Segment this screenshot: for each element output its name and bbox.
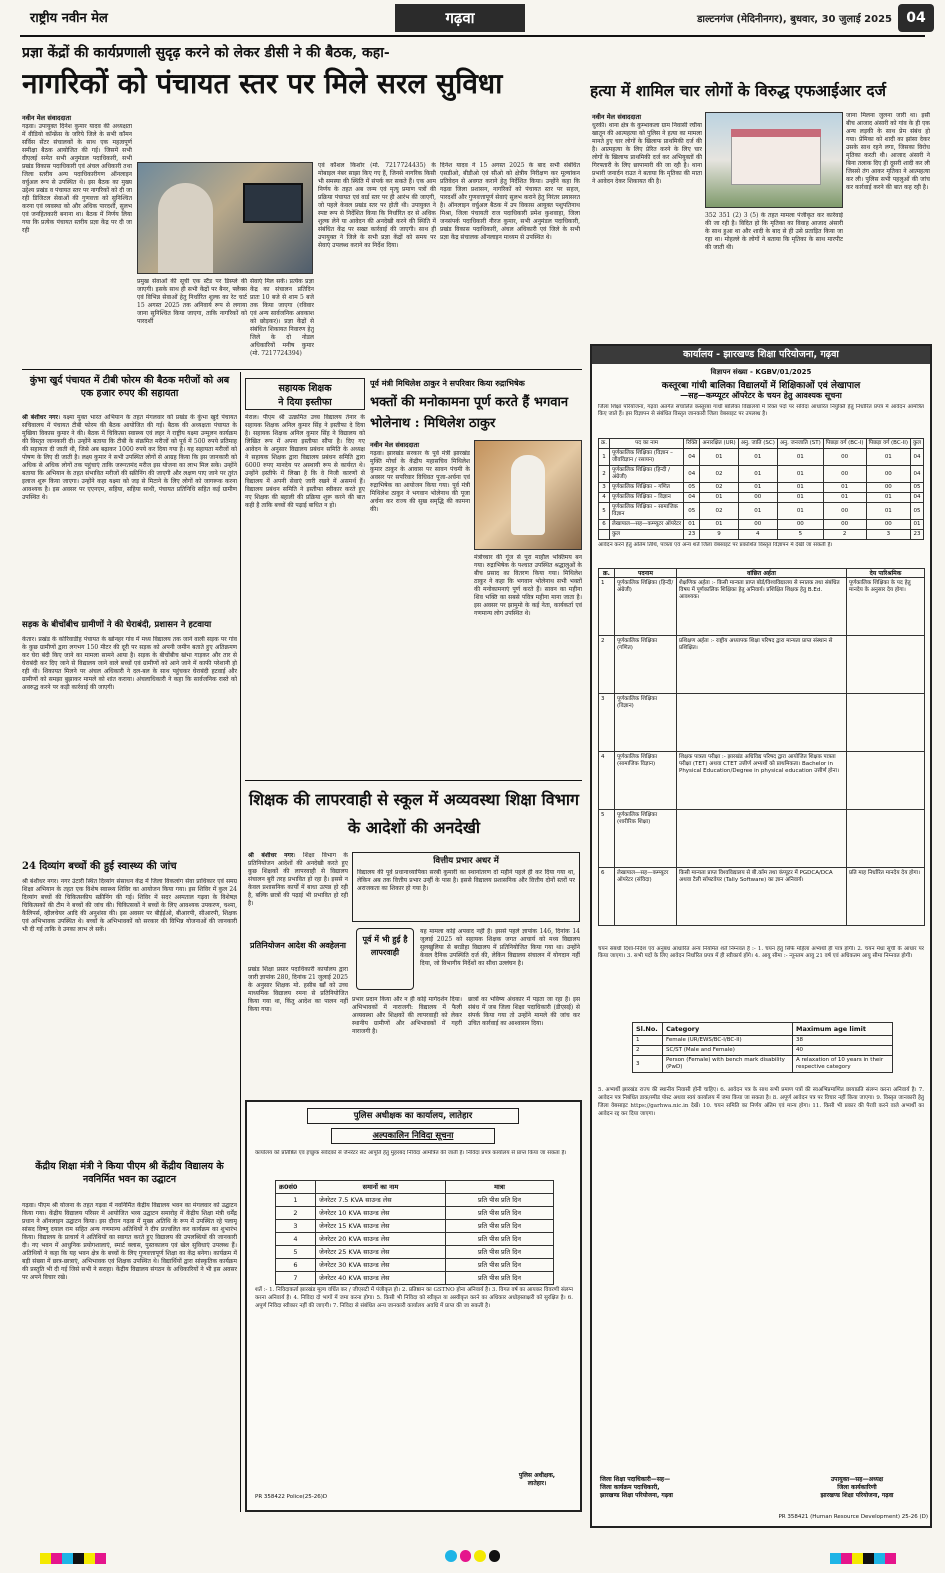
- vacancy-cell: 01: [738, 466, 777, 483]
- page-number: 04: [898, 4, 934, 32]
- police-qty-cell: प्रति पीस प्रति दिन: [446, 1233, 554, 1246]
- kgbv-qualification-table: [598, 568, 925, 926]
- tb-byline: श्री बंशीधर नगर: [22, 414, 58, 421]
- vacancy-header-cell: अनु. जाति (SC): [738, 439, 777, 449]
- vacancy-header-cell: रिक्ति: [684, 439, 700, 449]
- vacancy-header-cell: पिछड़ा वर्ग (BC-II): [866, 439, 910, 449]
- qualification-cell: किसी मान्यता प्राप्त विश्वविद्यालय से बी.कॉम तथा कंप्यूटर में PGDCA/DCA अथवा टैली सॉफ्टवेयर (Tally Software) का ज्ञान अनिवार्य।: [677, 868, 847, 926]
- qualification-cell: प्रशिक्षण अर्हता :- राष्ट्रीय अध्यापक शिक्षा परिषद द्वारा मान्यता प्राप्त संस्थान से प्रशिक्षित।: [677, 636, 847, 694]
- police-sn-cell: 2: [276, 1207, 316, 1220]
- vacancy-cell: 01: [684, 520, 700, 530]
- vacancy-header-cell: पद का नाम: [609, 439, 683, 449]
- vacancy-cell: 04: [684, 493, 700, 503]
- vacancy-row: [599, 520, 924, 530]
- police-pr: PR 358422 Police(25-26)D: [255, 1494, 328, 1500]
- police-item-cell: जेनरेटर 25 KVA साउन्ड लेस: [316, 1246, 446, 1259]
- vacancy-cell: 05: [684, 483, 700, 493]
- qualification-cell: पूर्णकालिक शिक्षिका (शारीरिक शिक्षा): [615, 810, 677, 868]
- bhakti-headline: भक्तों की मनोकामना पूर्ण करते हैं भगवान भोलेनाथ : मिथिलेश ठाकुर: [370, 395, 569, 431]
- police-item-cell: जेनरेटर 40 KVA साउन्ड लेस: [316, 1272, 446, 1285]
- police-sn-cell: 1: [276, 1194, 316, 1207]
- age-cell: SC/ST (Male and Female): [663, 1046, 793, 1056]
- kgbv-intro: जिला शिक्षा परियोजना, गढ़वा अंतर्गत संचालित कस्तूरबा गांधी बालिका विद्यालयों में रिक्त पदों पर संविदा आधारित नियुक्ति हेतु निर्धारित प्रपत्र में आवेदन आमंत्रित किए जाते हैं। इस विज्ञापन से संबंधित विस्तृत जानकारी जिला वेबसाइट पर उपलब्ध है।: [598, 404, 924, 417]
- vacancy-cell: 04: [911, 449, 924, 466]
- vacancy-cell: 01: [866, 449, 910, 466]
- vacancy-cell: 3: [866, 530, 910, 540]
- vacancy-header-cell: पिछड़ा वर्ग (BC-I): [823, 439, 866, 449]
- tb-text: । यक्ष्मा मुक्त भारत अभियान के तहत मंगलवार को प्रखंड के कुंभा खुर्द पंचायत सचिवालय में पंचायत टीबी फोरम की बैठक आयोजित की गई। बैठक की अध्यक्षता पंचायत के मुखिया विकास कुमार ने की। बैठक में चिकित्सा स्वास्थ्य एवं लहर ने राष्ट्रीय यक्ष्मा उन्मूलन कार्यक्रम की विस्तृत जानकारी दी। उन्होंने बताया कि टीबी के संक्रमित मरीजों को पूर्व में 500 रुपये प्रतिमाह की सहायता दी जाती थी, जिसे अब बढ़ाकर 1000 रुपये कर दिया गया है। यह सहायता मरीजों को पोषण के लिए दी जाती है। लक्ष्य कुमार ने सभी उपस्थित लोगों से आग्रह किया कि इस जानकारी को अधिक से अधिक लोगों तक पहुंचाएं ताकि जरूरतमंद मरीज इस योजना का लाभ मिल सके। उन्होंने बताया कि अभियान के तहत संभावित मरीजों की स्क्रीनिंग की जाएगी और लक्षण पाए जाने पर तुरंत इलाज शुरू किया जाएगा। उन्होंने कहा यक्ष्मा को जड़ से मिटाने के लिए लोगों को जागरूक करना आवश्यक है। इस अवसर पर एएनएम, सहिया, सहिया साथी, पंचायत प्रतिनिधि सहित कई ग्रामीण उपस्थित थे।: [22, 414, 237, 501]
- vacancy-header-cell: अनारक्षित (UR): [700, 439, 738, 449]
- section-tab: [395, 4, 525, 32]
- section-name: गढ़वा: [445, 9, 475, 27]
- vacancy-cell: 00: [738, 493, 777, 503]
- vacancy-cell: 00: [866, 466, 910, 483]
- police-tender: [245, 1100, 582, 1512]
- vacancy-cell: 04: [684, 466, 700, 483]
- vacancy-cell: 23: [911, 530, 924, 540]
- left-col-divider: [240, 372, 241, 1512]
- paper-logo: [30, 8, 160, 28]
- vacancy-cell: 01: [700, 449, 738, 466]
- qualification-cell: 2: [599, 636, 615, 694]
- police-row: [276, 1194, 554, 1207]
- lead-body-col3: सेवाएं मिल सकें। प्रत्येक प्रज्ञा केंद्र का संचालन प्रतिदिन प्रातः 10 बजे से शाम 5 बजे तक किया जाएगा (रविवार एवं अन्य सार्वजनिक अवकाश को छोड़कर)। प्रज्ञा केंद्रों से संबंधित शिकायत निवारण हेतु जिले के दो नोडल अधिकारियों मनीष कुमार (मो. 7217724394): [250, 278, 314, 357]
- vacancy-row: [599, 466, 924, 483]
- vacancy-cell: 00: [823, 466, 866, 483]
- qualification-row: [599, 810, 925, 868]
- qualification-row: [599, 752, 925, 810]
- vacancy-cell: 01: [777, 449, 823, 466]
- qualification-cell: पूर्णकालिक शिक्षिका (गणित): [615, 636, 677, 694]
- lead-kicker: प्रज्ञा केंद्रों की कार्यप्रणाली सुदृढ़ करने को लेकर डीसी ने की बैठक, कहा-: [22, 45, 390, 61]
- teacher-kicker: सहायक शिक्षक: [278, 383, 332, 394]
- bhakti-kicker: पूर्व मंत्री मिथिलेश ठाकुर ने सपरिवार किया रुद्राभिषेक: [370, 378, 525, 388]
- kgbv-subtitle: —सह—कम्प्यूटर ऑपरेटर के चयन हेतु आवश्यक सूचना: [680, 390, 842, 400]
- age-row: [633, 1056, 893, 1073]
- vacancy-cell: 00: [777, 520, 823, 530]
- school-sub: प्रतिनियोजन आदेश की अवहेलना: [250, 940, 346, 950]
- qualification-cell: शैक्षणिक अर्हता :- किसी मान्यता प्राप्त बोर्ड/विश्वविद्यालय से स्नातक तथा संबंधित विषय में पूर्णकालिक शिक्षिका हेतु अनिवार्य। प्रशिक्षित शिक्षक हेतु B.Ed. आवश्यक।: [677, 578, 847, 636]
- divyang-headline: 24 दिव्यांग बच्चों की हुई स्वास्थ्य की जांच: [22, 861, 177, 872]
- vacancy-cell: 01: [911, 520, 924, 530]
- vacancy-cell: 3: [599, 483, 610, 493]
- age-cell: A relaxation of 10 years in their respective category: [793, 1056, 893, 1073]
- lead-body-col1: गढ़वा। उपायुक्त दिनेश कुमार यादव की अध्यक्षता में वीडियो कॉन्फ्रेंस के जरिये जिले के सभी कॉमन सर्विस सेंटर संचालकों के साथ एक महत्वपूर्ण समीक्षा बैठक आयोजित की गई। जिसमें सभी वीएलई समेत सभी अनुमंडल पदाधिकारी, सभी प्रखंड विकास पदाधिकारी एवं अंचल अधिकारी तथा जिला स्तरीय अन्य पदाधिकारीगण ऑनलाइन वर्चुअल रूप से उपस्थित थे। इस बैठक का मुख्य उद्देश्य प्रखंड व पंचायत स्तर पर नागरिकों को दी जा रही डिजिटल सेवाओं की गुणवत्ता को सुनिश्चित करना एवं व्यवस्था को और अधिक पारदर्शी, सुलभ एवं जनहितकारी बनाना था। बैठक में निर्णय लिया गया कि प्रत्येक पंचायत स्तरीय प्रज्ञा केंद्र पर दी जा रही: [22, 123, 132, 234]
- person-shape: [158, 183, 213, 273]
- police-qty-cell: प्रति पीस प्रति दिन: [446, 1259, 554, 1272]
- prev-label: पूर्व में भी हुई है लापरवाही: [362, 934, 408, 957]
- prev-body: यह मामला कोई अपवाद नहीं है। इससे पहले ज्ञापांक 146, दिनांक 14 जुलाई 2025 को सहायक शिक्षक जगत आचार्य को मध्य विद्यालय सुलखुलिया से बरडीहा विद्यालय में प्रतिनियोजित किया गया था। उन्होंने केवल दैनिक उपस्थिति दर्ज की, लेकिन विद्यालय संचालन में योगदान नहीं दिया, जो विभागीय निर्देशों का सीधा उल्लंघन है।: [420, 928, 580, 967]
- police-sn-cell: 6: [276, 1259, 316, 1272]
- kgbv-vacancy-table: [598, 438, 924, 540]
- teacher-headline: ने दिया इस्तीफा: [278, 397, 332, 408]
- school-byline: श्री बंशीधर नगर: [248, 852, 294, 859]
- mid-divider: [245, 780, 582, 781]
- qualification-cell: [847, 694, 925, 752]
- age-cell: Female (UR/EWS/BC-I/BC-II): [663, 1036, 793, 1046]
- bhakti-body-1: गढ़वा। झारखंड सरकार के पूर्व मंत्री झारखंड मुक्ति मोर्चा के केंद्रीय महासचिव मिथिलेश कुमार ठाकुर के आवास पर सावन पंचमी के अवसर पर सपरिवार विधिवत पूजा-अर्चना एवं रुद्राभिषेक का आयोजन किया गया। पूर्व मंत्री मिथिलेश ठाकुर ने भगवान भोलेनाथ की पूजा अर्चना कर राज्य की सुख समृद्धि की कामना की।: [370, 450, 470, 513]
- vacancy-header-cell: अनु. जनजाति (ST): [777, 439, 823, 449]
- police-item-cell: जेनरेटर 30 KVA साउन्ड लेस: [316, 1259, 446, 1272]
- police-col-item: समानों का नाम: [316, 1181, 446, 1194]
- lead-headline: नागरिकों को पंचायत स्तर पर मिले सरल सुविधा: [22, 67, 503, 100]
- police-table: [275, 1180, 554, 1285]
- fir-byline: नवीन मेल संवाददाता: [592, 113, 641, 121]
- teacher-body: मेराल। पीएम श्री उत्क्रमित उच्च विद्यालय तेनार के सहायक शिक्षक अनिल कुमार सिंह ने इस्तीफा दे दिया है। सहायक शिक्षक अनिल कुमार सिंह ने विद्यालय को लिखित रूप में अपना इस्तीफा सौंपा है। दिए गए आवेदन के अनुसार विद्यालय प्रबंधन समिति के अध्यक्ष ने सहायक शिक्षक द्वारा विद्यालय प्रबंधन समिति द्वारा 6000 रुपए मानदेय पर अस्थायी रूप से कार्यरत थे। उन्होंने इस्तीफे में लिखा है कि वे निजी कारणों से विद्यालय में अपनी सेवाएं जारी रखने में असमर्थ हैं। विद्यालय प्रबंधन समिति ने इस्तीफा स्वीकार करते हुए नए शिक्षक की बहाली की प्रक्रिया शुरू करने की बात कही है ताकि बच्चों की पढ़ाई बाधित न हो।: [245, 414, 365, 509]
- kgbv-sign-right: उपायुक्त—सह—अध्यक्ष जिला कार्यकारिणी झारखण्ड शिक्षा परियोजना, गढ़वा: [820, 1476, 894, 1499]
- police-row: [276, 1272, 554, 1285]
- vacancy-cell: 01: [866, 493, 910, 503]
- vacancy-header-cell: कुल: [911, 439, 924, 449]
- qualification-cell: [847, 810, 925, 868]
- vacancy-cell: 00: [738, 520, 777, 530]
- vacancy-cell: 02: [700, 503, 738, 520]
- vacancy-cell: 4: [599, 493, 610, 503]
- age-row: [633, 1046, 893, 1056]
- school-body-3: प्रभार प्रदान किया और न ही कोई मार्गदर्शन दिया। अभिभावकों में नाराजगी: विद्यालय में फैली अव्यवस्था और शिक्षकों की लापरवाही को लेकर स्थानीय ग्रामीणों और अभिभावकों में गहरी नाराजगी है।: [352, 996, 462, 1035]
- police-title: अल्पकालिन निविदा सूचना: [331, 1128, 495, 1144]
- police-sn-cell: 5: [276, 1246, 316, 1259]
- tb-headline: कुंभा खुर्द पंचायत में टीबी फोरम की बैठक मरीजों को अब एक हजार रुपए की सहायता: [29, 375, 230, 399]
- age-row: [633, 1036, 893, 1046]
- vacancy-cell: 5: [599, 503, 610, 520]
- vacancy-cell: 23: [684, 530, 700, 540]
- qualification-cell: 6: [599, 868, 615, 926]
- qualification-cell: [847, 752, 925, 810]
- vacancy-cell: 05: [684, 503, 700, 520]
- police-col-qty: मात्रा: [446, 1181, 554, 1194]
- qualification-cell: 5: [599, 810, 615, 868]
- kgbv-note: आवेदन करने हेतु अंतिम तिथि, पात्रता एवं अन्य शर्तें जिला वेबसाइट पर प्रकाशित विस्तृत विज्ञापन में देखी जा सकती हैं।: [598, 542, 833, 548]
- color-bar-left: [40, 1553, 106, 1564]
- vacancy-cell: 5: [777, 530, 823, 540]
- vacancy-cell: 00: [823, 520, 866, 530]
- vacancy-cell: पूर्णकालिक शिक्षिका – विज्ञान: [609, 493, 683, 503]
- qualification-header-cell: वांछित अर्हता: [677, 569, 847, 578]
- police-item-cell: जेनरेटर 20 KVA साउन्ड लेस: [316, 1233, 446, 1246]
- qualification-cell: [847, 636, 925, 694]
- lead-body-col5: दिनेश यादव ने 15 अगस्त 2025 के बाद सभी संबंधित एसडीओ, बीडीओ एवं सीओ को क्षेत्रीय निरीक्षण कर मूल्यांकन प्रतिवेदन से अवगत कराने हेतु निर्देशित किया। उन्होंने कहा कि गढ़वा जिला प्रशासन, नागरिकों को पंचायत स्तर पर सहज, पारदर्शी और गुणवत्तापूर्ण सेवाएं सुलभ कराने हेतु निरंतर प्रयासरत है। ऑनलाइन वर्चुअल बैठक में उप विकास आयुक्त पशुपतिनाथ मिश्रा, जिला पंचायती राज पदाधिकारी प्रमेश कुशवाहा, जिला जनसंपर्क पदाधिकारी नीरज कुमार, सभी अनुमंडल पदाधिकारी, प्रखंड विकास पदाधिकारी, अंचल अधिकारी एवं जिले के सभी प्रज्ञा केंद्र संचालक ऑनलाइन माध्यम से उपस्थित थे।: [440, 162, 580, 241]
- vacancy-cell: 02: [700, 466, 738, 483]
- police-sn-cell: 7: [276, 1272, 316, 1285]
- teacher-box: [245, 378, 365, 410]
- vacancy-cell: 04: [911, 493, 924, 503]
- vacancy-header-cell: क्र.: [599, 439, 610, 449]
- police-row: [276, 1220, 554, 1233]
- qualification-cell: पूर्णकालिक शिक्षिका के पद हेतु मानदेय के अनुसार देय होगा।: [847, 578, 925, 636]
- qualification-cell: पूर्णकालिक शिक्षिका (हिन्दी/अंग्रेजी): [615, 578, 677, 636]
- lead-body-col2: प्रमुख सेवाओं की सूची एक स्टैंड पर डिस्प्ले की जाएगी। इसके साथ ही सभी केंद्रों पर बैनर, फ्लैक्स एवं विभिन्न सेवाओं हेतु निर्धारित शुल्क का रेट चार्ट 15 अगस्त 2025 तक अनिवार्य रूप से लगाया जाना सुनिश्चित किया जाएगा, ताकि नागरिकों को पारदर्शी: [137, 278, 247, 325]
- police-intro: कार्यालय को प्रतिष्ठित एवं इच्छुक संवेदकों से जेनरेटर सेट आपूर्ति हेतु मुहरबंद निविदा आमंत्रित की जाती है। निविदा प्रपत्र कार्यालय से प्राप्त किया जा सकता है।: [255, 1150, 567, 1156]
- vacancy-cell: 04: [684, 449, 700, 466]
- age-cell: 1: [633, 1036, 663, 1046]
- qualification-cell: 4: [599, 752, 615, 810]
- vacancy-cell: 00: [866, 520, 910, 530]
- police-row: [276, 1259, 554, 1272]
- color-bar-right: [830, 1553, 896, 1564]
- finance-title: वित्तीय प्रभार अधर में: [433, 856, 499, 866]
- age-cell: 3: [633, 1056, 663, 1073]
- qualification-cell: 1: [599, 578, 615, 636]
- vacancy-cell: 04: [911, 466, 924, 483]
- lead-divider: [22, 369, 582, 370]
- vacancy-cell: 01: [700, 493, 738, 503]
- vacancy-cell: 2: [823, 530, 866, 540]
- age-cell: 2: [633, 1046, 663, 1056]
- police-office: पुलिस अधीक्षक का कार्यालय, लातेहार: [307, 1108, 519, 1124]
- vacancy-row: [599, 530, 924, 540]
- vacancy-cell: 00: [823, 503, 866, 520]
- vacancy-cell: 01: [738, 449, 777, 466]
- finance-box: [352, 852, 580, 922]
- vacancy-cell: पूर्णकालिक शिक्षिका (विज्ञान – जीवविज्ञान / रसायन): [609, 449, 683, 466]
- vacancy-cell: पूर्णकालिक शिक्षिका – गणित: [609, 483, 683, 493]
- finance-body: विद्यालय की पूर्व प्रधानाध्यापिका सरबी कुमारी का स्थानांतरण दो महीने पहले ही कर दिया गया था, लेकिन अब तक वित्तीय प्रभार उन्हीं के पास है। इससे विद्यालय प्रशासनिक और वित्तीय दोनों स्तरों पर अराजकता का शिकार हो गया है।: [357, 869, 575, 892]
- vacancy-cell: 01: [866, 503, 910, 520]
- qualification-cell: 3: [599, 694, 615, 752]
- vacancy-cell: 01: [777, 503, 823, 520]
- age-cell: 38: [793, 1036, 893, 1046]
- vacancy-cell: 01: [700, 520, 738, 530]
- qualification-row: [599, 636, 925, 694]
- qualification-row: [599, 694, 925, 752]
- fir-body-3: जाना मिलना जुलना जारी था। इसी बीच आजाद अंसारी को गांव के ही एक अन्य लड़की के साथ प्रेम संबंध हो गया। प्रेमिका को शादी का झांसा देकर उसके साथ रहने लगा, जिसका विरोध मृतिका करती थी। आजाद अंसारी ने बिना तलाक दिए ही दूसरी शादी कर ली जिससे तंग आकर मृतिका ने आत्महत्या कर ली। पुलिस सभी पहलुओं की जांच कर कार्रवाई करने की बात कह रही है।: [846, 112, 930, 191]
- masthead: [0, 0, 945, 36]
- road-headline: सड़क के बीचोंबीच ग्रामीणों ने की घेराबंदी, प्रशासन ने हटवाया: [22, 620, 212, 630]
- vacancy-row: [599, 483, 924, 493]
- vacancy-cell: 9: [700, 530, 738, 540]
- lead-body-col4: एवं कौशल किशोर (मो. 7217724435) के मोबाइल नंबर साझा किए गए हैं, जिनसे नागरिक किसी भी समस्या की स्थिति में संपर्क कर सकते हैं। एक आम निर्णय के तहत अब जन्म एवं मृत्यु प्रमाण पत्रों की प्रक्रिया पंचायत एवं वार्ड स्तर पर ही आरंभ की जाएगी, जो पहले केवल प्रखंड स्तर पर होती थी। उपायुक्त ने स्पष्ट रूप से निर्देशित किया कि निर्धारित दर से अधिक शुल्क लेने या आवेदन की अनदेखी करने की स्थिति में संबंधित केंद्र पर सख्त कार्रवाई की जाएगी। साथ ही उपायुक्त ने जिले के सभी प्रज्ञा केंद्रों को समय पर सेवाएं उपलब्ध कराने का निर्देश दिया।: [318, 162, 436, 249]
- pmshri-headline: केंद्रीय शिक्षा मंत्री ने किया पीएम श्री केंद्रीय विद्यालय के नवनिर्मित भवन का उद्घाटन: [35, 1161, 224, 1185]
- police-row: [276, 1207, 554, 1220]
- age-cell: Person (Female) with bench mark disability (PwD): [663, 1056, 793, 1073]
- qualification-cell: प्रति माह निर्धारित मानदेय देय होगा।: [847, 868, 925, 926]
- police-row: [276, 1246, 554, 1259]
- police-item-cell: जेनरेटर 10 KVA साउन्ड लेस: [316, 1207, 446, 1220]
- vacancy-cell: कुल: [609, 530, 683, 540]
- police-sn-cell: 3: [276, 1220, 316, 1233]
- school-body-4: छात्रों का भविष्य अंधकार में पड़ता जा रहा है। इस संबंध में जब जिला शिक्षा पदाधिकारी (डीएसई) से संपर्क किया गया तो उन्होंने मामले की जांच कर उचित कार्रवाई का आश्वासन दिया।: [468, 996, 580, 1027]
- school-headline: शिक्षक की लापरवाही से स्कूल में अव्यवस्था शिक्षा विभाग के आदेशों की अनदेखी: [248, 790, 580, 837]
- prev-label-box: [356, 928, 414, 990]
- police-item-cell: जेनरेटर 7.5 KVA साउन्ड लेस: [316, 1194, 446, 1207]
- police-qty-cell: प्रति पीस प्रति दिन: [446, 1272, 554, 1285]
- dateline: डाल्टनगंज (मेदिनीनगर), बुधवार, 30 जुलाई 2025: [697, 14, 892, 25]
- kgbv-pr: PR 358421 (Human Resource Development) 25-26 (D): [778, 1514, 928, 1520]
- school-text: । शिक्षा विभाग के प्रतिनियोजन आदेशों की अनदेखी करते हुए कुछ शिक्षकों की लापरवाही से विद्यालय संचालन बुरी तरह प्रभावित हो रहा है। इससे न केवल प्रशासनिक कार्यों में बाधा उत्पन्न हो रही है, बल्कि छात्रों की पढ़ाई भी प्रभावित हो रही है।: [248, 852, 348, 907]
- vacancy-row: [599, 493, 924, 503]
- police-col-sn: क्र0सं0: [276, 1181, 316, 1194]
- qualification-row: [599, 578, 925, 636]
- vacancy-cell: 00: [866, 483, 910, 493]
- kgbv-advertisement: [590, 344, 932, 1528]
- qualification-cell: शिक्षक पात्रता परीक्षा :- झारखंड अधिविद्य परिषद द्वारा आयोजित शिक्षक पात्रता परीक्षा (TET) अथवा CTET उत्तीर्ण अभ्यर्थी को प्राथमिकता। Bachelor in Physical Education/Degree in physical education उत्तीर्ण होना।: [677, 752, 847, 810]
- vacancy-cell: 01: [777, 483, 823, 493]
- vacancy-cell: 05: [911, 483, 924, 493]
- police-signature: पुलिस अधीक्षक, लातेहार।: [518, 1472, 556, 1487]
- vacancy-cell: पूर्णकालिक शिक्षिका (हिन्दी / अंग्रेजी): [609, 466, 683, 483]
- qualification-cell: पूर्णकालिक शिक्षिका (सामाजिक विज्ञान): [615, 752, 677, 810]
- qualification-cell: [677, 810, 847, 868]
- qualification-header-cell: क्र.: [599, 569, 615, 578]
- fir-body-2: 352 351 (2) 3 (5) के तहत मामला पंजीकृत कर कार्रवाई की जा रही है। विदित हो कि मृतिका का विवाह आजाद अंसारी के साथ हुआ था और शादी के बाद से ही उसे प्रताड़ित किया जा रहा था। मोहल्ले के लोगों ने बताया कि मृतिका के साथ मारपीट की जाती थी।: [705, 212, 843, 251]
- school-body: [248, 852, 348, 938]
- qualification-row: [599, 868, 925, 926]
- qualification-cell: [677, 694, 847, 752]
- vacancy-cell: 01: [777, 466, 823, 483]
- fir-headline: हत्या में शामिल चार लोगों के विरुद्ध एफआईआर दर्ज: [590, 81, 887, 100]
- divyang-body: श्री बंशीधर नगर। नगर उंटारी स्थित दिव्यांग संसाधन केंद्र में जिला विकलांग सेवा प्राधिकार एवं समग्र शिक्षा अभियान के तहत एक विशेष स्वास्थ्य शिविर का आयोजन किया गया। इस शिविर में कुल 24 दिव्यांग बच्चों की चिकित्सकीय स्क्रीनिंग की गई। शिविर में सदर अस्पताल गढ़वा के विशेषज्ञ चिकित्सकों की टीम ने बच्चों की जांच की। चिकित्सकों ने बच्चों के लिए आवश्यक उपकरण, चश्मा, कैलिपर्स, व्हीलचेयर आदि की अनुशंसा की। इस अवसर पर बीईईओ, बीआरपी, सीआरपी, शिक्षक एवं अभिभावक उपस्थित थे। बच्चों के अभिभावकों को सरकार की विभिन्न योजनाओं की जानकारी भी दी गई ताकि वे उनका लाभ ले सकें।: [22, 878, 237, 933]
- age-header-cell: Category: [663, 1023, 793, 1036]
- vacancy-row: [599, 449, 924, 466]
- vacancy-cell: 01: [738, 503, 777, 520]
- qualification-cell: लेखापाल—सह—कम्प्यूटर ऑपरेटर (संविदा): [615, 868, 677, 926]
- lead-byline: नवीन मेल संवाददाता: [22, 114, 71, 122]
- police-sn-cell: 4: [276, 1233, 316, 1246]
- pmshri-body: गढ़वा। पीएम श्री योजना के तहत गढ़वा में नवनिर्मित केंद्रीय विद्यालय भवन का मंगलवार को उद्घाटन किया गया। केंद्रीय विद्यालय परिसर में आयोजित भव्य उद्घाटन समारोह में केंद्रीय शिक्षा मंत्री धर्मेंद्र प्रधान ने ऑनलाइन उद्घाटन किया। इस दौरान गढ़वा में मुख्य अतिथि के रूप में उपस्थित रहे पलामू सांसद विष्णु दयाल राम सहित अन्य गणमान्य अतिथियों ने दीप प्रज्वलित कर कार्यक्रम का शुभारंभ किया। विद्यालय के प्राचार्य ने अतिथियों का स्वागत करते हुए विद्यालय की उपलब्धियों की जानकारी दी। नए भवन में आधुनिक प्रयोगशालाएं, स्मार्ट क्लास, पुस्तकालय एवं खेल सुविधाएं उपलब्ध हैं। अतिथियों ने कहा कि यह भवन क्षेत्र के बच्चों के लिए गुणवत्तापूर्ण शिक्षा का केंद्र बनेगा। कार्यक्रम में बड़ी संख्या में छात्र-छात्राएं, अभिभावक एवं शिक्षक उपस्थित थे। विद्यार्थियों द्वारा सांस्कृतिक कार्यक्रम की प्रस्तुति भी दी गई जिसे सभी ने सराहा। केंद्रीय विद्यालय संगठन के अधिकारियों ने भी इस अवसर पर अपने विचार रखे।: [22, 1202, 237, 1281]
- vacancy-cell: 02: [700, 483, 738, 493]
- qualification-header-cell: पदनाम: [615, 569, 677, 578]
- police-qty-cell: प्रति पीस प्रति दिन: [446, 1220, 554, 1233]
- vacancy-cell: 01: [823, 483, 866, 493]
- building-shape: [731, 135, 821, 185]
- qualification-header-cell: देय पारिश्रमिक: [847, 569, 925, 578]
- vacancy-cell: 2: [599, 466, 610, 483]
- kgbv-rules-2: 5. अभ्यर्थी झारखंड राज्य की स्थानीय निवासी होनी चाहिए। 6. आवेदन पत्र के साथ सभी प्रमाण पत्रों की स्वअभिप्रमाणित छायाप्रति संलग्न करना अनिवार्य है। 7. आवेदन पत्र निबंधित डाक/स्पीड पोस्ट अथवा स्वयं कार्यालय में जमा किया जा सकता है। 8. अपूर्ण आवेदन पत्र पर विचार नहीं किया जाएगा। 9. विस्तृत जानकारी हेतु जिला वेबसाइट https://garhwa.nic.in देखें। 10. चयन समिति का निर्णय अंतिम एवं मान्य होगा। 11. किसी भी प्रकार की पैरवी करने वाले अभ्यर्थी का आवेदन रद्द कर दिया जाएगा।: [598, 1087, 924, 1117]
- kgbv-age-table: [632, 1022, 893, 1073]
- age-cell: 40: [793, 1046, 893, 1056]
- school-body-2: प्रखंड शिक्षा प्रसार पदाधिकारी कार्यालय द्वारा जारी ज्ञापांक 280, दिनांक 21 जुलाई 2025 के अनुसार शिक्षक मो. हसीब खाँ को उच्च माध्यमिक विद्यालय रमना से प्रतिनियोजित किया गया था, किंतु आदेश का पालन नहीं किया गया।: [248, 966, 348, 1013]
- monitor-shape: [243, 183, 303, 223]
- police-terms: शर्ते :- 1. निविदाकर्ता झारखंड मूल्य वर्धित कर / जीएसटी में पंजीकृत हो। 2. प्रतिष्ठान का GSTNO होना अनिवार्य है। 3. विगत वर्ष का आयकर विवरणी संलग्न करना अनिवार्य है। 4. निविदा दो भागों में जमा करना होगा। 5. किसी भी निविदा को स्वीकृत या अस्वीकृत करने का अधिकार अधोहस्ताक्षरी को सुरक्षित है। 6. अपूर्ण निविदा स्वीकार नहीं की जाएगी। 7. निविदा से संबंधित अन्य जानकारी कार्यालय अवधि में प्राप्त की जा सकती है।: [255, 1287, 573, 1309]
- kgbv-office: कार्यालय - झारखण्ड शिक्षा परियोजना, गढ़वा: [592, 346, 930, 364]
- vacancy-cell: 6: [599, 520, 610, 530]
- bhakti-photo: [474, 440, 582, 550]
- vacancy-cell: 00: [823, 449, 866, 466]
- police-qty-cell: प्रति पीस प्रति दिन: [446, 1246, 554, 1259]
- vacancy-cell: लेखापाल—सह—कम्प्यूटर ऑपरेटर: [609, 520, 683, 530]
- kgbv-adv-no: विज्ञापन संख्या - KGBV/01/2025: [710, 368, 812, 376]
- building-roof: [731, 129, 821, 137]
- police-qty-cell: प्रति पीस प्रति दिन: [446, 1207, 554, 1220]
- bhakti-byline: नवीन मेल संवाददाता: [370, 441, 419, 449]
- fir-body-1: धुरकी। थाना क्षेत्र के कुम्भाकला ग्राम निवासी रघीया खातून की आत्महत्या को पुलिस ने हत्या का मामला मानते हुए चार लोगों के खिलाफ प्राथमिकी दर्ज की है। आत्महत्या के लिए प्रेरित करने के लिए चार लोगों के खिलाफ प्राथमिकी दर्ज कर अभियुक्तों की गिरफ्तारी के लिए छापामारी की जा रही है। थाना प्रभारी जनार्दन राउत ने बताया कि मृतिका की माता ने आवेदन देकर शिकायत की है।: [592, 122, 702, 185]
- vacancy-cell: 01: [777, 493, 823, 503]
- vacancy-cell: [599, 530, 610, 540]
- vacancy-cell: 4: [738, 530, 777, 540]
- vacancy-cell: पूर्णकालिक शिक्षिका – सामाजिक विज्ञान: [609, 503, 683, 520]
- police-qty-cell: प्रति पीस प्रति दिन: [446, 1194, 554, 1207]
- vacancy-cell: 01: [823, 493, 866, 503]
- police-item-cell: जेनरेटर 15 KVA साउन्ड लेस: [316, 1220, 446, 1233]
- qualification-cell: पूर्णकालिक शिक्षिका (विज्ञान): [615, 694, 677, 752]
- bhakti-body-2: मंत्रोच्चार की गूंज से पूरा माहौल भक्तिमय बन गया। रुद्राभिषेक के पश्चात उपस्थित श्रद्धालुओं के बीच प्रसाद का वितरण किया गया। मिथिलेश ठाकुर ने कहा कि भगवान भोलेनाथ सभी भक्तों की मनोकामनाएं पूर्ण करते हैं। सावन का महीना शिव भक्ति का सबसे पवित्र महीना माना जाता है। इस अवसर पर झामुमो के कई नेता, कार्यकर्ता एवं गणमान्य लोग उपस्थित थे।: [474, 554, 582, 617]
- kgbv-title: कस्तूरबा गांधी बालिका विद्यालयों में शिक्षिकाओं एवं लेखापाल: [661, 381, 861, 391]
- tb-body: [22, 414, 237, 614]
- vacancy-cell: 05: [911, 503, 924, 520]
- kgbv-sign-left: जिला शिक्षा पदाधिकारी—सह— जिला कार्यक्रम पदाधिकारी, झारखण्ड शिक्षा परियोजना, गढ़वा: [600, 1476, 673, 1499]
- road-body: केतार। प्रखंड के कोरिवाडीह पंचायत के खोनहर गांव में मध्य विद्यालय तक जाने वाली सड़क पर गांव के कुछ ग्रामीणों द्वारा लगभग 150 मीटर की दूरी पर सड़क को अपनी जमीन बताते हुए अतिक्रमण कर घेरा बंदी किए जाने का मामला सामने आया है। सड़क के बीचोंबीच खंभा गाड़कर और तार से घेराबंदी कर दिए जाने से विद्यालय जाने वाले बच्चों एवं ग्रामीणों को आने जाने में काफी परेशानी हो रही थी। शिकायत मिलने पर अंचल अधिकारी ने दल-बल के साथ पहुंचकर घेराबंदी हटवाई और ग्रामीणों को समझा बुझाकर मामले को शांत कराया। अंचलाधिकारी ने कहा कि सार्वजनिक रास्ते को अवरुद्ध करने पर कड़ी कार्रवाई की जाएगी।: [22, 636, 237, 691]
- vacancy-row: [599, 503, 924, 520]
- age-header-cell: Sl.No.: [633, 1023, 663, 1036]
- registration-mark: [445, 1550, 500, 1566]
- police-row: [276, 1233, 554, 1246]
- age-header-cell: Maximum age limit: [793, 1023, 893, 1036]
- fir-photo: [705, 112, 843, 208]
- vacancy-cell: 01: [738, 483, 777, 493]
- vacancy-cell: 1: [599, 449, 610, 466]
- masthead-rule: [20, 35, 925, 37]
- paper-name: राष्ट्रीय नवीन मेल: [30, 11, 108, 26]
- lead-photo: [137, 162, 313, 274]
- pooja-figure: [511, 455, 545, 535]
- kgbv-rules: चयन संबंधी दिशा-निर्देश एवं अनुबंध आधारित अन्य नियमित शर्तें निम्नवत हैं :- 1. चयन हेतु सिर्फ महिला अभ्यर्थी ही पात्र होंगी। 2. चयन मेधा सूची के आधार पर किया जाएगा। 3. सभी पदों के लिए आवेदन निर्धारित प्रपत्र में ही स्वीकार्य होंगे। 4. आयु सीमा :- न्यूनतम आयु 21 वर्ष एवं अधिकतम आयु सीमा निम्नवत होगी।: [598, 946, 924, 959]
